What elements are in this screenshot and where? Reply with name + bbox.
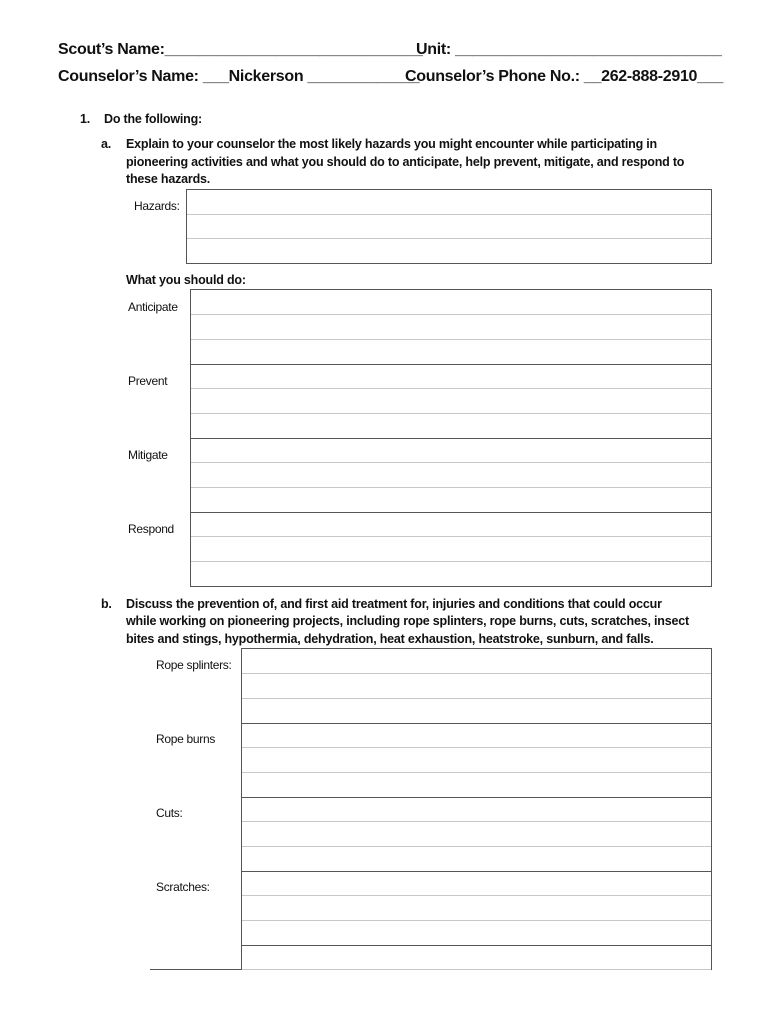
rule xyxy=(191,339,711,340)
part-b-line-3: bites and stings, hypothermia, dehydration, heat exhaustion, heatstroke, sunburn, and falls. xyxy=(126,632,654,646)
hazards-label: Hazards: xyxy=(134,199,180,213)
rule xyxy=(191,388,711,389)
first-aid-grid[interactable] xyxy=(241,648,712,970)
prevent-label: Prevent xyxy=(128,374,168,388)
requirement-title: Do the following: xyxy=(104,112,202,126)
hazards-box[interactable] xyxy=(186,189,712,264)
counselor-name-value[interactable]: ___Nickerson xyxy=(202,68,304,85)
unit-blank[interactable]: _______________________________ xyxy=(455,41,722,58)
scout-name-label: Scout’s Name: xyxy=(58,41,165,58)
row-divider xyxy=(191,512,711,513)
part-a-letter: a. xyxy=(101,137,112,151)
rule xyxy=(242,821,711,822)
rule xyxy=(191,314,711,315)
bottom-left-rule xyxy=(150,969,242,970)
counselor-phone-value[interactable]: __262-888-2910___ xyxy=(583,68,723,85)
rule xyxy=(191,413,711,414)
scout-name-blank[interactable]: ______________________________ xyxy=(164,41,423,58)
rule xyxy=(242,673,711,674)
rule xyxy=(242,895,711,896)
rule xyxy=(242,920,711,921)
hazards-rule-1 xyxy=(187,214,711,215)
row-divider xyxy=(242,797,711,798)
rule xyxy=(242,698,711,699)
rule xyxy=(242,747,711,748)
rule xyxy=(191,561,711,562)
part-a-line-1: Explain to your counselor the most likely hazards you might encounter while participating in xyxy=(126,137,657,151)
row-divider xyxy=(191,364,711,365)
cuts-label: Cuts: xyxy=(156,806,183,820)
rule xyxy=(191,462,711,463)
unit-label: Unit: xyxy=(416,41,451,58)
counselor-name-label: Counselor’s Name: xyxy=(58,68,199,85)
respond-label: Respond xyxy=(128,522,174,536)
hazards-rule-2 xyxy=(187,238,711,239)
rule xyxy=(242,846,711,847)
row-divider xyxy=(242,945,711,946)
part-b-line-1: Discuss the prevention of, and first aid treatment for, injuries and conditions that could occur xyxy=(126,597,662,611)
requirement-number: 1. xyxy=(80,112,91,126)
row-divider xyxy=(242,723,711,724)
rope-burns-label: Rope burns xyxy=(156,732,216,746)
bottom-rule xyxy=(242,969,711,970)
rule xyxy=(242,772,711,773)
mitigate-label: Mitigate xyxy=(128,448,168,462)
unit-field[interactable] xyxy=(416,41,722,59)
part-b-letter: b. xyxy=(101,597,112,611)
rule xyxy=(191,487,711,488)
counselor-name-trail[interactable]: _____________ xyxy=(307,68,420,85)
anticipate-label: Anticipate xyxy=(128,300,178,314)
row-divider xyxy=(191,438,711,439)
scout-name-field[interactable] xyxy=(58,41,423,59)
counselor-phone-label: Counselor’s Phone No.: xyxy=(405,68,580,85)
part-b-line-2: while working on pioneering projects, including rope splinters, rope burns, cuts, scratches, insect xyxy=(126,614,689,628)
part-a-line-2: pioneering activities and what you should do to anticipate, help prevent, mitigate, and respond to xyxy=(126,155,685,169)
scratches-label: Scratches: xyxy=(156,880,210,894)
part-a-line-3: these hazards. xyxy=(126,172,211,186)
counselor-phone-field[interactable] xyxy=(405,68,723,86)
row-divider xyxy=(242,871,711,872)
what-to-do-heading: What you should do: xyxy=(126,273,246,287)
rope-splinters-label: Rope splinters: xyxy=(156,658,232,672)
counselor-name-field[interactable] xyxy=(58,68,419,86)
what-to-do-grid[interactable] xyxy=(190,289,712,587)
rule xyxy=(191,536,711,537)
